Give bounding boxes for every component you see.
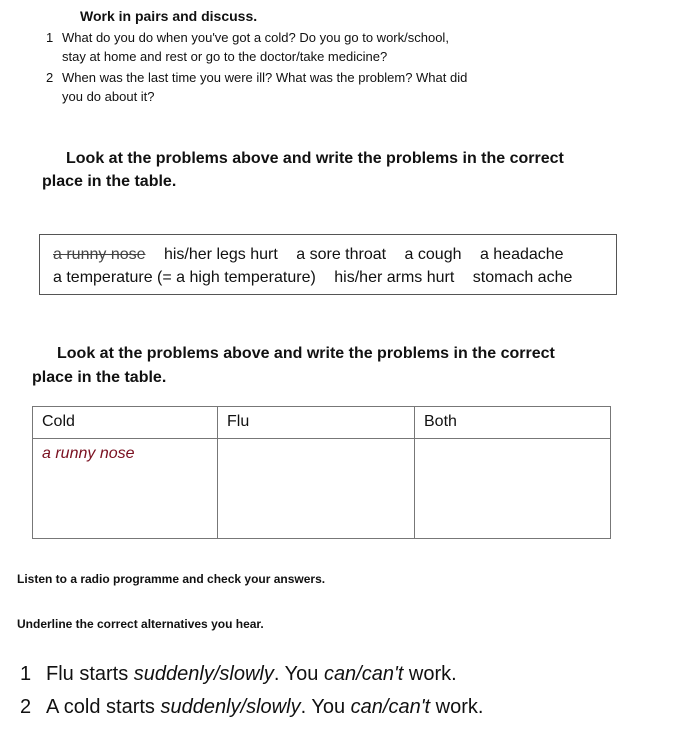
word-item: stomach ache bbox=[472, 269, 573, 286]
sentence-text: work. bbox=[403, 663, 457, 685]
word-box-row bbox=[53, 246, 564, 264]
instruction-heading: place in the table. bbox=[42, 173, 177, 190]
word-item: a sore throat bbox=[296, 246, 387, 263]
word-box-row bbox=[53, 269, 572, 287]
word-item: his/her legs hurt bbox=[163, 246, 278, 263]
alternative-choice[interactable]: suddenly/slowly bbox=[133, 663, 274, 685]
sentence-1 bbox=[20, 663, 457, 686]
word-item: a temperature (= a high temperature) bbox=[53, 269, 316, 286]
section-title-discuss: Work in pairs and discuss. bbox=[80, 8, 258, 24]
sentence-text: . You bbox=[273, 663, 324, 685]
instruction-heading: place in the table. bbox=[32, 369, 167, 386]
table-cell-flu[interactable] bbox=[218, 439, 415, 539]
instruction-heading: Look at the problems above and write the problems in the correct bbox=[66, 150, 564, 167]
table-header-row bbox=[33, 407, 611, 439]
listen-instruction: Listen to a radio programme and check your answers. bbox=[17, 572, 326, 586]
word-item: a cough bbox=[404, 246, 462, 263]
sentence-number: 1 bbox=[20, 663, 32, 685]
table-header-both: Both bbox=[415, 407, 611, 439]
underline-instruction: Underline the correct alternatives you hear. bbox=[17, 617, 264, 631]
table-row bbox=[33, 439, 611, 539]
word-box bbox=[39, 234, 617, 295]
question-line: you do about it? bbox=[62, 89, 155, 104]
question-line: When was the last time you were ill? What was the problem? What did bbox=[62, 70, 468, 85]
example-answer: a runny nose bbox=[42, 445, 135, 462]
question-line: stay at home and rest or go to the doctor/take medicine? bbox=[62, 49, 388, 64]
question-number: 2 bbox=[46, 70, 54, 85]
question-line: What do you do when you've got a cold? Do you go to work/school, bbox=[62, 30, 449, 45]
sentence-number: 2 bbox=[20, 696, 32, 718]
sentence-text: work. bbox=[430, 696, 484, 718]
alternative-choice[interactable]: can/can't bbox=[350, 696, 431, 718]
word-item-crossed: a runny nose bbox=[53, 246, 146, 263]
alternative-choice[interactable]: suddenly/slowly bbox=[160, 696, 301, 718]
table-header-cold: Cold bbox=[33, 407, 218, 439]
table-header-flu: Flu bbox=[218, 407, 415, 439]
word-item: his/her arms hurt bbox=[334, 269, 455, 286]
alternative-choice[interactable]: can/can't bbox=[323, 663, 404, 685]
instruction-heading: Look at the problems above and write the problems in the correct bbox=[57, 345, 555, 362]
sentence-2 bbox=[20, 696, 483, 719]
sentence-text: Flu starts bbox=[46, 663, 134, 685]
table-cell-cold[interactable] bbox=[33, 439, 218, 539]
question-number: 1 bbox=[46, 30, 54, 45]
word-item: a headache bbox=[479, 246, 564, 263]
problems-table bbox=[32, 406, 611, 539]
table-cell-both[interactable] bbox=[415, 439, 611, 539]
sentence-text: . You bbox=[300, 696, 351, 718]
sentence-text: A cold starts bbox=[46, 696, 161, 718]
